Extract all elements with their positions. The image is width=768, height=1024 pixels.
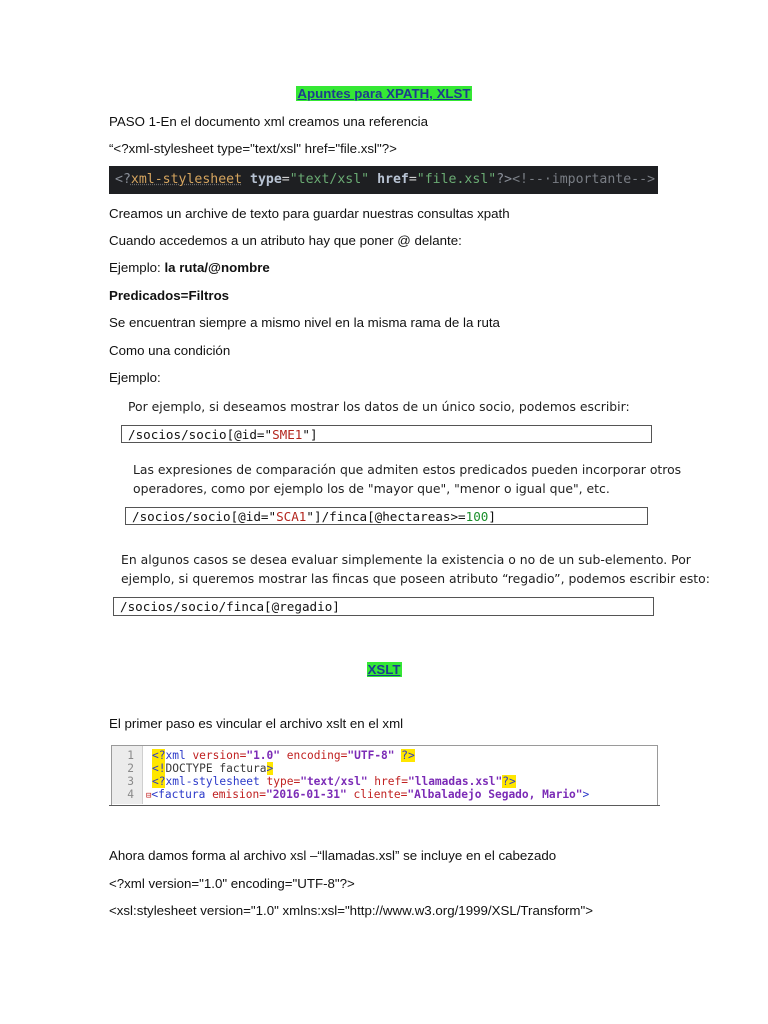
paso1-text: PASO 1-En el documento xml creamos una referencia xyxy=(109,114,429,129)
fold-marker-icon: ⊟ xyxy=(146,791,152,801)
condicion-text: Como una condición xyxy=(109,343,231,358)
attr-type-value: "text/xsl" xyxy=(289,172,370,187)
predicados-heading: Predicados=Filtros xyxy=(109,288,230,303)
attr-href-value: "file.xsl" xyxy=(416,172,497,187)
atributo-text: Cuando accedemos a un atributo hay que poner @ delante: xyxy=(109,233,462,248)
vincular-text: El primer paso es vincular el archivo xslt en el xml xyxy=(109,716,404,731)
xml-declaration-text: <?xml version="1.0" encoding="UTF-8"?> xyxy=(109,876,355,891)
code2-part-e: ] xyxy=(488,509,496,524)
archive-text: Creamos un archive de texto para guardar nuestras consultas xpath xyxy=(109,206,510,221)
nivel-text: Se encuentran siempre a mismo nivel en la misma rama de la ruta xyxy=(109,315,500,330)
ejemplo-line xyxy=(109,260,270,275)
code1-part-a: /socios/socio[@id=" xyxy=(128,427,273,442)
ejemplo2-label: Ejemplo: xyxy=(109,370,161,385)
document-title: Apuntes para XPATH, XLST xyxy=(297,86,471,101)
attr-eq-2: = xyxy=(408,172,417,187)
example-code-box-2 xyxy=(125,507,648,525)
xslt-title: XSLT xyxy=(367,662,401,677)
code2-part-a: /socios/socio[@id=" xyxy=(132,509,277,524)
code-comment: <!--·importante--> xyxy=(512,172,656,187)
example-intro-1: Por ejemplo, si deseamos mostrar los datos de un único socio, podemos escribir: xyxy=(128,399,630,414)
ejemplo-label: Ejemplo: xyxy=(109,260,165,275)
xml-code-listing xyxy=(111,745,658,805)
example-intro-3b: ejemplo, si queremos mostrar las fincas que poseen atributo “regadio”, podemos escribir esto: xyxy=(121,571,710,586)
dark-code-snippet xyxy=(109,166,658,194)
example-intro-2b: operadores, como por ejemplo los de "mayor que", "menor o igual que", etc. xyxy=(133,481,610,496)
ejemplo-value: la ruta/@nombre xyxy=(164,260,270,275)
stylesheet-reference-text: “<?xml-stylesheet type="text/xsl" href="file.xsl"?> xyxy=(109,141,397,156)
pi-open: <? xyxy=(115,172,131,187)
example-code-box-1 xyxy=(121,425,652,443)
line-number: 2 xyxy=(127,762,134,775)
listing-bottom-rule xyxy=(109,805,660,806)
xsl-stylesheet-text: <xsl:stylesheet version="1.0" xmlns:xsl="http://www.w3.org/1999/XSL/Transform"> xyxy=(109,903,593,918)
code-line-1: <?xml version="1.0" encoding="UTF-8" ?> xyxy=(152,749,415,762)
pi-target: xml-stylesheet xyxy=(130,172,243,187)
code2-part-d: 100 xyxy=(465,509,489,524)
code-line-3: <?xml-stylesheet type="text/xsl" href="llamadas.xsl"?> xyxy=(152,775,516,788)
attr-href: href xyxy=(377,172,409,187)
code1-part-b: SME1 xyxy=(272,427,303,442)
ahora-text: Ahora damos forma al archivo xsl –“llamadas.xsl” se incluye en el cabezado xyxy=(109,848,557,863)
example-intro-3a: En algunos casos se desea evaluar simplemente la existencia o no de un sub-elemento. Por xyxy=(121,552,691,567)
attr-eq: = xyxy=(281,172,290,187)
code1-part-c: "] xyxy=(302,427,318,442)
line-number: 3 xyxy=(127,775,134,788)
example-code-box-3: /socios/socio/finca[@regadio] xyxy=(113,597,654,616)
pi-close: ?> xyxy=(496,172,513,187)
code-line-4: ⊟<factura emision="2016-01-31" cliente="Albaladejo Segado, Mario"> xyxy=(146,788,590,801)
code2-part-b: SCA1 xyxy=(276,509,307,524)
code-line-2: <!DOCTYPE factura> xyxy=(152,762,274,775)
attr-type: type xyxy=(250,172,282,187)
line-number: 1 xyxy=(127,749,134,762)
code2-part-c: "]/finca[@hectareas>= xyxy=(306,509,466,524)
line-number: 4 xyxy=(127,788,134,801)
example-intro-2a: Las expresiones de comparación que admiten estos predicados pueden incorporar otros xyxy=(133,462,682,477)
